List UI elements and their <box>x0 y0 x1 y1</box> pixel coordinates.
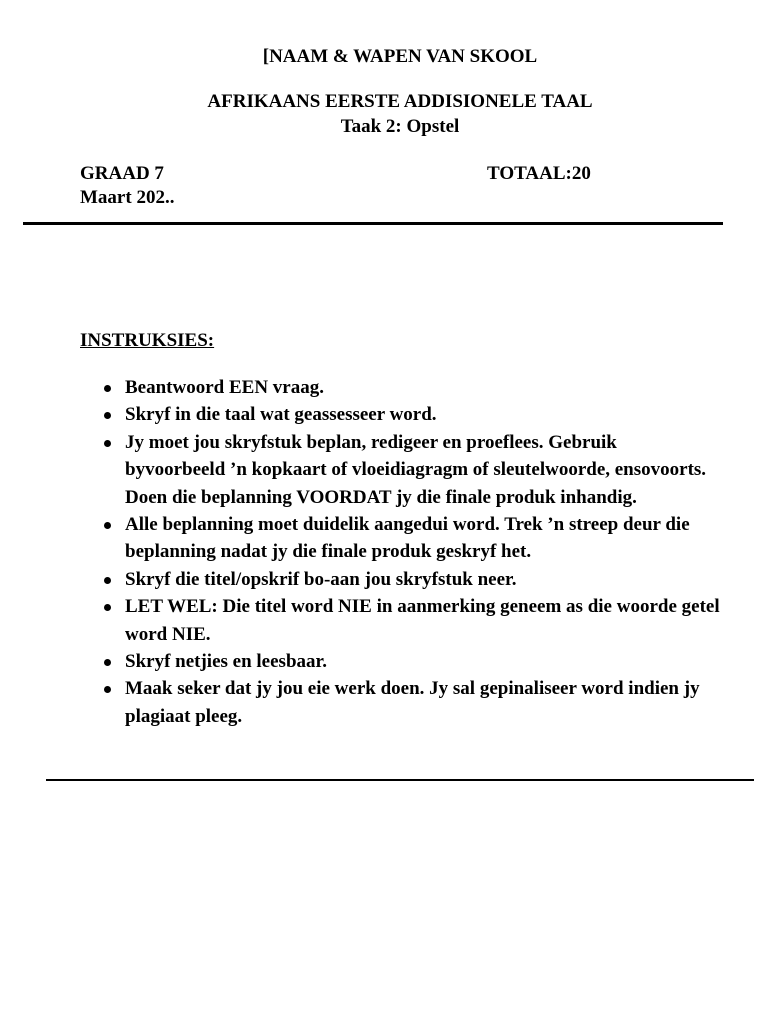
bullet-icon <box>104 412 111 419</box>
instruction-item <box>80 593 720 648</box>
bullet-icon <box>104 686 111 693</box>
instructions-heading: INSTRUKSIES: <box>80 330 215 351</box>
date-label: Maart 202.. <box>80 187 175 208</box>
bullet-icon <box>104 659 111 666</box>
instruction-text: LET WEL: Die titel word NIE in aanmerking geneem as die woorde getel word NIE. <box>125 596 720 645</box>
bullet-icon <box>104 577 111 584</box>
instruction-item <box>80 511 720 566</box>
instruction-text: Skryf in die taal wat geassesseer word. <box>125 404 437 426</box>
bullet-icon <box>104 385 111 392</box>
instruction-text: Maak seker dat jy jou eie werk doen. Jy sal gepinaliseer word indien jy plagiaat pleeg. <box>125 678 700 727</box>
instruction-item <box>80 401 720 428</box>
header-divider <box>23 222 723 225</box>
school-name-placeholder: [NAAM & WAPEN VAN SKOOL <box>262 46 538 67</box>
task-title: Taak 2: Opstel <box>340 116 460 137</box>
bullet-icon <box>104 522 111 529</box>
instruction-text: Skryf netjies en leesbaar. <box>125 651 327 673</box>
grade-label: GRAAD 7 <box>80 163 164 184</box>
bullet-icon <box>104 604 111 611</box>
instruction-item <box>80 675 720 730</box>
subject-title: AFRIKAANS EERSTE ADDISIONELE TAAL <box>207 91 593 112</box>
bullet-icon <box>104 440 111 447</box>
total-marks: TOTAAL:20 <box>487 163 591 184</box>
instruction-text: Skryf die titel/opskrif bo-aan jou skryfstuk neer. <box>125 568 517 590</box>
instruction-item <box>80 374 720 401</box>
instruction-text: Beantwoord EEN vraag. <box>125 377 324 398</box>
instruction-text: Jy moet jou skryfstuk beplan, redigeer en proeflees. Gebruik byvoorbeeld ’n kopkaart of vloeidiagragm of sleutelwoorde, ensovoorts. Doen die beplanning VOORDAT jy die finale produk inhandig. <box>125 431 707 508</box>
instructions-list <box>80 374 720 730</box>
instruction-item <box>80 566 720 593</box>
instruction-item <box>80 429 720 511</box>
instruction-text: Alle beplanning moet duidelik aangedui word. Trek ’n streep deur die beplanning nadat jy die finale produk geskryf het. <box>125 514 690 563</box>
footer-divider <box>46 779 754 781</box>
instruction-item <box>80 648 720 675</box>
